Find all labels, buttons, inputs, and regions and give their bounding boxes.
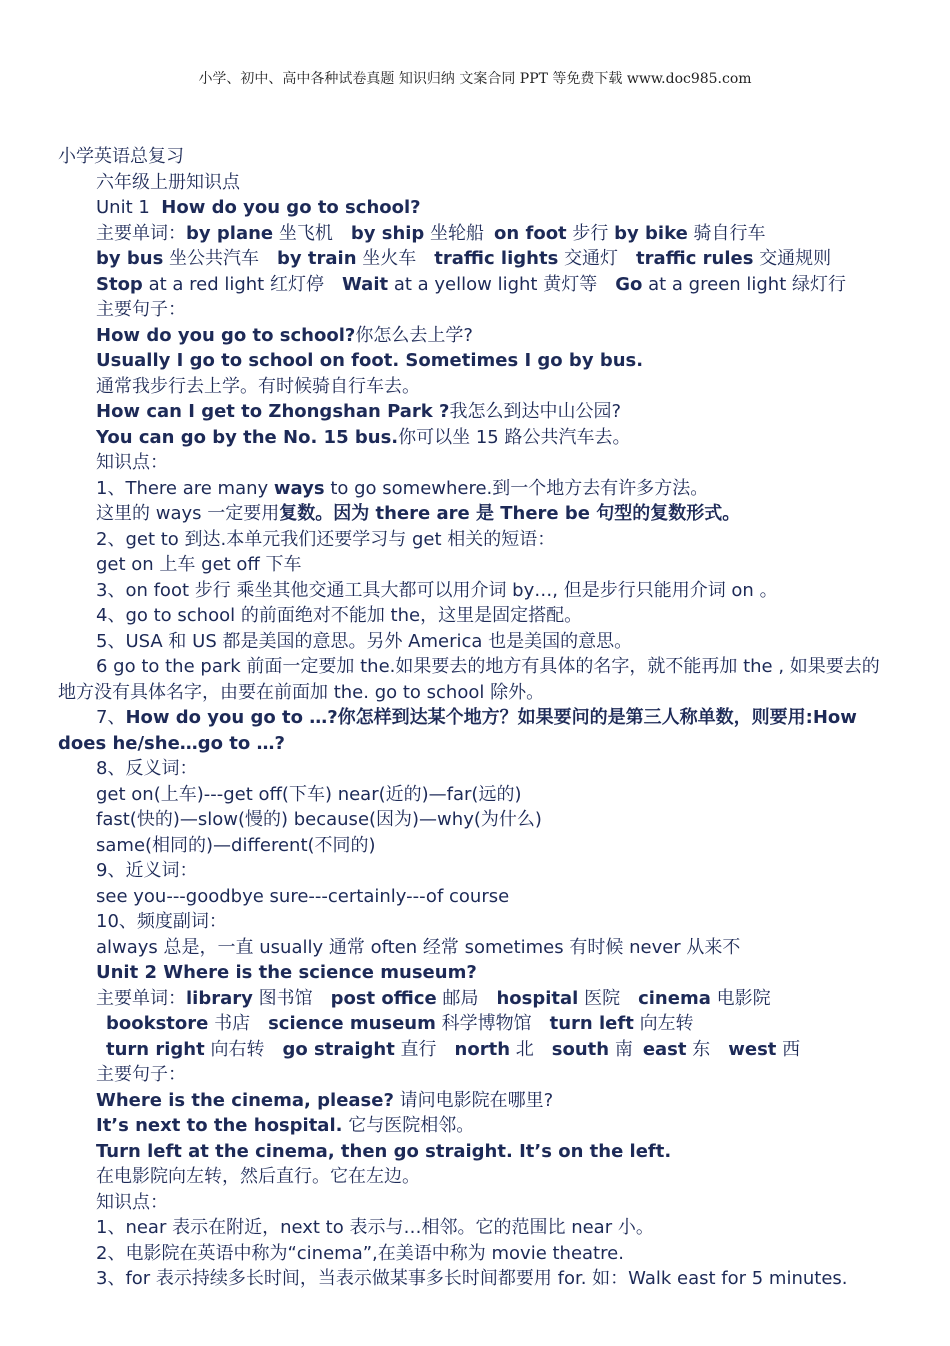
unit2-sentence-2: It’s next to the hospital. 它与医院相邻。 <box>96 1115 475 1136</box>
unit1-sentence-1: How do you go to school?你怎么去上学? <box>96 324 473 346</box>
unit1-words-line2: by bus 坐公共汽车 by train 坐火车 traffic lights 交通灯 traffic rules 交通规则 <box>96 248 832 269</box>
unit1-point-1: 1、There are many ways to go somewhere.到一个地方去有许多方法。 <box>96 477 709 499</box>
antonyms-line3: same(相同的)—different(不同的) <box>96 834 376 856</box>
unit2-sentence-3-cn: 在电影院向左转，然后直行。它在左边。 <box>96 1166 420 1187</box>
unit1-knowledge-label: 知识点： <box>96 452 168 473</box>
unit1-point-6: 6 go to the park 前面一定要加 the.如果要去的地方有具体的名字，就不能再加 the , 如果要去的地方没有具体名字，由要在前面加 the. go to school 除外。 <box>58 656 880 703</box>
unit1-point-9: 9、近义词： <box>96 860 198 881</box>
synonyms-line: see you---goodbye sure---certainly---of course <box>96 885 510 907</box>
unit2-point-2: 2、电影院在英语中称为“cinema”,在美语中称为 movie theatre. <box>96 1242 624 1264</box>
unit2-sentence-1: Where is the cinema, please? 请问电影院在哪里? <box>96 1089 554 1111</box>
unit2-words-line2: bookstore 书店 science museum 科学博物馆 turn left 向左转 <box>106 1013 694 1034</box>
unit1-sentence-3: How can I get to Zhongshan Park ?我怎么到达中山公园? <box>96 401 622 422</box>
unit2-words-line3: turn right 向右转 go straight 直行 north 北 south 南 east 东 west 西 <box>106 1038 801 1060</box>
unit2-words-line1: 主要单词：library 图书馆 post office 邮局 hospital 医院 cinema 电影院 <box>96 987 771 1009</box>
unit1-point-8: 8、反义词： <box>96 758 198 779</box>
unit1-sentences-label: 主要句子： <box>96 299 186 320</box>
unit1-point-5: 5、USA 和 US 都是美国的意思。另外 America 也是美国的意思。 <box>96 630 633 652</box>
unit1-point-2b: get on 上车 get off 下车 <box>96 554 302 575</box>
unit2-knowledge-label: 知识点： <box>96 1191 168 1213</box>
unit1-sentence-2: Usually I go to school on foot. Sometimes I go by bus. <box>96 350 644 371</box>
unit2-sentences-label: 主要句子： <box>96 1064 186 1085</box>
unit1-point-4: 4、go to school 的前面绝对不能加 the，这里是固定搭配。 <box>96 605 583 626</box>
unit1-point-3: 3、on foot 步行 乘坐其他交通工具大都可以用介词 by…, 但是步行只能用介词 on 。 <box>96 579 778 601</box>
unit1-title: Unit 1 How do you go to school? <box>96 197 421 218</box>
grade-heading: 六年级上册知识点 <box>96 171 240 193</box>
antonyms-line2: fast(快的)—slow(慢的) because(因为)—why(为什么) <box>96 809 542 830</box>
unit1-point-2: 2、get to 到达.本单元我们还要学习与 get 相关的短语： <box>96 528 556 550</box>
unit1-point-10: 10、频度副词： <box>96 911 227 932</box>
doc-title: 小学英语总复习 <box>58 146 184 167</box>
unit1-sentence-4: You can go by the No. 15 bus.你可以坐 15 路公共汽车去。 <box>96 426 631 448</box>
unit1-point-1-note: 这里的 ways 一定要用复数。因为 there are 是 There be 句型的复数形式。 <box>96 503 741 524</box>
antonyms-line1: get on(上车)---get off(下车) near(近的)—far(远的) <box>96 783 522 805</box>
unit1-words-line1: 主要单词：by plane 坐飞机 by ship 坐轮船 on foot 步行 by bike 骑自行车 <box>96 222 766 244</box>
frequency-adverbs-line: always 总是，一直 usually 通常 often 经常 sometimes 有时候 never 从来不 <box>96 936 741 958</box>
unit1-sentence-2-cn: 通常我步行去上学。有时候骑自行车去。 <box>96 375 420 397</box>
unit2-point-3: 3、for 表示持续多长时间，当表示做某事多长时间都要用 for. 如：Walk east for 5 minutes. <box>96 1268 848 1289</box>
unit1-point-7: 7、How do you go to …?你怎样到达某个地方？如果要问的是第三人称单数，则要用:How does he/she…go to …? <box>58 707 857 754</box>
page-header: 小学、初中、高中各种试卷真题 知识归纳 文案合同 PPT 等免费下载 www.doc985.com <box>198 71 752 87</box>
document-body <box>58 144 893 1292</box>
unit1-words-line3: Stop at a red light 红灯停 Wait at a yellow light 黄灯等 Go at a green light 绿灯行 <box>96 273 846 295</box>
unit2-title: Unit 2 Where is the science museum? <box>96 962 477 983</box>
unit2-sentence-3: Turn left at the cinema, then go straight. It’s on the left. <box>96 1140 672 1162</box>
unit2-point-1: 1、near 表示在附近，next to 表示与…相邻。它的范围比 near 小。 <box>96 1217 654 1238</box>
